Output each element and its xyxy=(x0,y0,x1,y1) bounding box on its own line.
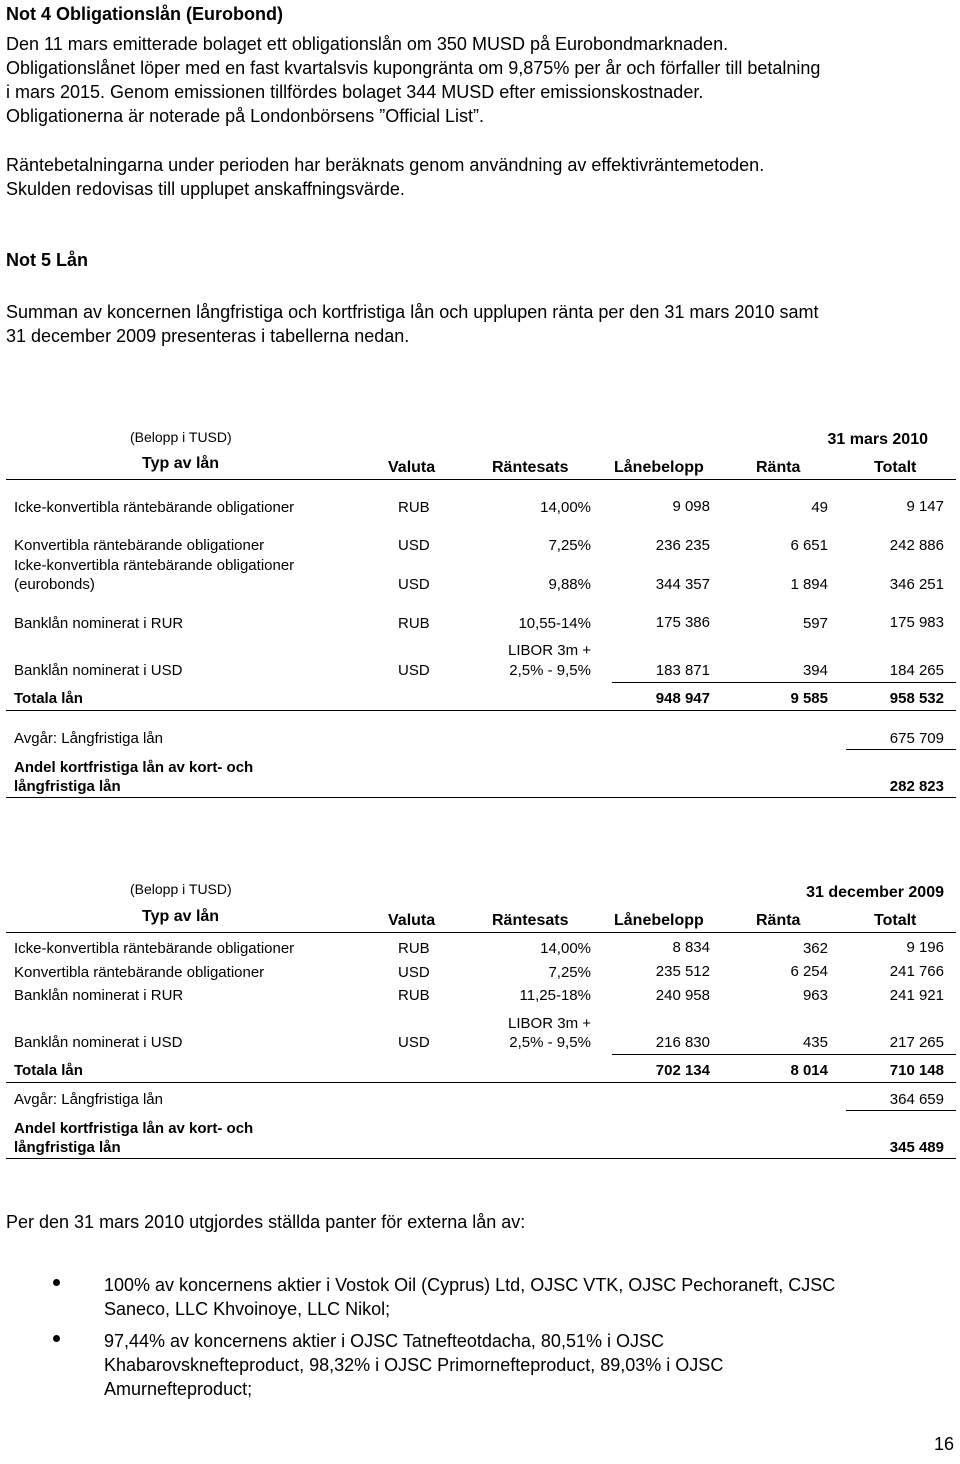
row-rate-continued: 2,5% - 9,5% xyxy=(509,1034,591,1051)
shortterm-label-continued: långfristiga lån xyxy=(14,778,121,795)
row-total: 184 265 xyxy=(889,662,944,679)
row-loan: 8 834 xyxy=(672,939,710,956)
row-loan: 235 512 xyxy=(655,963,710,980)
pledge-item-line: Saneco, LLC Khvoinoye, LLC Nikol; xyxy=(104,1299,391,1319)
header-rule xyxy=(6,479,956,480)
total-interest: 9 585 xyxy=(790,690,828,707)
row-interest: 435 xyxy=(802,1034,828,1051)
row-currency: USD xyxy=(398,537,430,554)
row-total: 175 983 xyxy=(889,614,944,631)
total-interest: 8 014 xyxy=(790,1062,828,1079)
longterm-total: 364 659 xyxy=(889,1091,944,1108)
longterm-label: Avgår: Långfristiga lån xyxy=(14,1091,163,1108)
table-date: 31 mars 2010 xyxy=(827,431,928,448)
row-type: Banklån nominerat i RUR xyxy=(14,987,184,1004)
pledge-item-line: 100% av koncernens aktier i Vostok Oil (Cyprus) Ltd, OJSC VTK, OJSC Pechoraneft, CJSC xyxy=(104,1275,836,1295)
row-rate: 14,00% xyxy=(540,499,591,516)
total-label: Totala lån xyxy=(14,690,83,707)
row-loan: 344 357 xyxy=(655,576,710,593)
total-loan: 702 134 xyxy=(655,1062,710,1079)
table-unit-label: (Belopp i TUSD) xyxy=(130,429,232,445)
row-rate: 10,55-14% xyxy=(518,615,591,632)
row-type: Icke-konvertibla räntebärande obligationer xyxy=(14,557,295,574)
header-loan: Lånebelopp xyxy=(614,912,704,929)
row-total: 346 251 xyxy=(889,576,944,593)
row-type: Konvertibla räntebärande obligationer xyxy=(14,537,265,554)
total-rule xyxy=(6,1082,956,1083)
note4-paragraph-line: i mars 2015. Genom emissionen tillfördes bolaget 344 MUSD efter emissionskostnader. xyxy=(6,82,704,102)
row-total: 9 147 xyxy=(906,498,944,515)
row-interest: 49 xyxy=(811,499,828,516)
shortterm-total: 282 823 xyxy=(889,778,944,795)
row-type: Icke-konvertibla räntebärande obligationer xyxy=(14,499,295,516)
subtotal-rule xyxy=(612,1054,956,1055)
note4-paragraph-line: Obligationslånet löper med en fast kvartalsvis kupongränta om 9,875% per år och förfaller till betalning xyxy=(6,58,821,78)
row-loan: 216 830 xyxy=(655,1034,710,1051)
table-unit-label: (Belopp i TUSD) xyxy=(130,881,232,897)
total-label: Totala lån xyxy=(14,1062,83,1079)
row-loan: 9 098 xyxy=(672,498,710,515)
note4-title: Not 4 Obligationslån (Eurobond) xyxy=(6,4,283,24)
row-total: 9 196 xyxy=(906,939,944,956)
row-interest: 394 xyxy=(802,662,828,679)
header-currency: Valuta xyxy=(388,912,436,929)
row-currency: RUB xyxy=(398,499,430,516)
shortterm-total: 345 489 xyxy=(889,1139,944,1156)
row-interest: 362 xyxy=(802,940,828,957)
note5-paragraph-line: Summan av koncernen långfristiga och kortfristiga lån och upplupen ränta per den 31 mars 2010 samt xyxy=(6,302,819,322)
header-total: Totalt xyxy=(874,459,917,476)
header-rate: Räntesats xyxy=(492,912,569,929)
shortterm-rule xyxy=(6,797,956,798)
header-rule xyxy=(6,932,956,933)
header-type: Typ av lån xyxy=(142,455,220,472)
row-total: 241 766 xyxy=(889,963,944,980)
row-loan: 183 871 xyxy=(655,662,710,679)
row-type: Icke-konvertibla räntebärande obligationer xyxy=(14,940,295,957)
row-rate-continued: 2,5% - 9,5% xyxy=(509,662,591,679)
row-total: 217 265 xyxy=(889,1034,944,1051)
page-number: 16 xyxy=(933,1434,954,1454)
row-type: Konvertibla räntebärande obligationer xyxy=(14,964,265,981)
header-currency: Valuta xyxy=(388,459,436,476)
header-loan: Lånebelopp xyxy=(614,459,704,476)
note4-paragraph2-line: Räntebetalningarna under perioden har beräknats genom användning av effektivräntemetoden. xyxy=(6,155,765,175)
row-type: Banklån nominerat i USD xyxy=(14,662,183,679)
row-loan: 236 235 xyxy=(655,537,710,554)
bullet-icon xyxy=(53,1335,60,1342)
row-currency: USD xyxy=(398,576,430,593)
row-currency: USD xyxy=(398,662,430,679)
row-rate: LIBOR 3m + xyxy=(508,642,591,659)
longterm-total: 675 709 xyxy=(889,730,944,747)
shortterm-label-continued: långfristiga lån xyxy=(14,1139,121,1156)
note4-paragraph-line: Obligationerna är noterade på Londonbörsens ”Official List”. xyxy=(6,106,484,126)
note5-title: Not 5 Lån xyxy=(6,250,89,270)
header-rate: Räntesats xyxy=(492,459,569,476)
total-rule xyxy=(6,710,956,711)
row-rate: 14,00% xyxy=(540,940,591,957)
row-interest: 6 254 xyxy=(790,963,828,980)
shortterm-rule xyxy=(6,1158,956,1159)
longterm-rule xyxy=(846,749,956,750)
row-interest: 963 xyxy=(802,987,828,1004)
longterm-label: Avgår: Långfristiga lån xyxy=(14,730,163,747)
total-total: 958 532 xyxy=(889,690,944,707)
row-rate: 11,25-18% xyxy=(519,987,591,1004)
row-type: Banklån nominerat i USD xyxy=(14,1034,183,1051)
row-interest: 597 xyxy=(802,615,828,632)
pledge-item-line: Khabarovsknefteproduct, 98,32% i OJSC Primornefteproduct, 89,03% i OJSC xyxy=(104,1355,724,1375)
note5-paragraph-line: 31 december 2009 presenteras i tabellerna nedan. xyxy=(6,326,410,346)
header-interest: Ränta xyxy=(756,912,801,929)
row-currency: RUB xyxy=(398,615,430,632)
row-total: 242 886 xyxy=(889,537,944,554)
note4-paragraph-line: Den 11 mars emitterade bolaget ett obligationslån om 350 MUSD på Eurobondmarknaden. xyxy=(6,34,729,54)
row-rate: 7,25% xyxy=(548,964,591,981)
total-total: 710 148 xyxy=(889,1062,944,1079)
row-rate: LIBOR 3m + xyxy=(508,1015,591,1032)
row-currency: RUB xyxy=(398,940,430,957)
subtotal-rule xyxy=(612,682,956,683)
header-type: Typ av lån xyxy=(142,908,220,925)
row-total: 241 921 xyxy=(889,987,944,1004)
row-currency: RUB xyxy=(398,987,430,1004)
shortterm-label: Andel kortfristiga lån av kort- och xyxy=(14,1120,254,1137)
longterm-rule xyxy=(846,1110,956,1111)
header-total: Totalt xyxy=(874,912,917,929)
pledge-item-line: Amurnefteproduct; xyxy=(104,1379,253,1399)
row-interest: 1 894 xyxy=(790,576,828,593)
row-type-continued: (eurobonds) xyxy=(14,576,95,593)
note4-paragraph2-line: Skulden redovisas till upplupet anskaffningsvärde. xyxy=(6,179,405,199)
row-loan: 175 386 xyxy=(655,614,710,631)
row-interest: 6 651 xyxy=(790,537,828,554)
header-interest: Ränta xyxy=(756,459,801,476)
total-loan: 948 947 xyxy=(655,690,710,707)
row-type: Banklån nominerat i RUR xyxy=(14,615,184,632)
row-rate: 9,88% xyxy=(548,576,591,593)
row-currency: USD xyxy=(398,964,430,981)
bullet-icon xyxy=(53,1279,60,1286)
table-date: 31 december 2009 xyxy=(806,884,944,901)
row-loan: 240 958 xyxy=(655,987,710,1004)
pledges-intro: Per den 31 mars 2010 utgjordes ställda panter för externa lån av: xyxy=(6,1212,526,1232)
shortterm-label: Andel kortfristiga lån av kort- och xyxy=(14,759,254,776)
row-currency: USD xyxy=(398,1034,430,1051)
row-rate: 7,25% xyxy=(548,537,591,554)
pledge-item-line: 97,44% av koncernens aktier i OJSC Tatnefteotdacha, 80,51% i OJSC xyxy=(104,1331,664,1351)
